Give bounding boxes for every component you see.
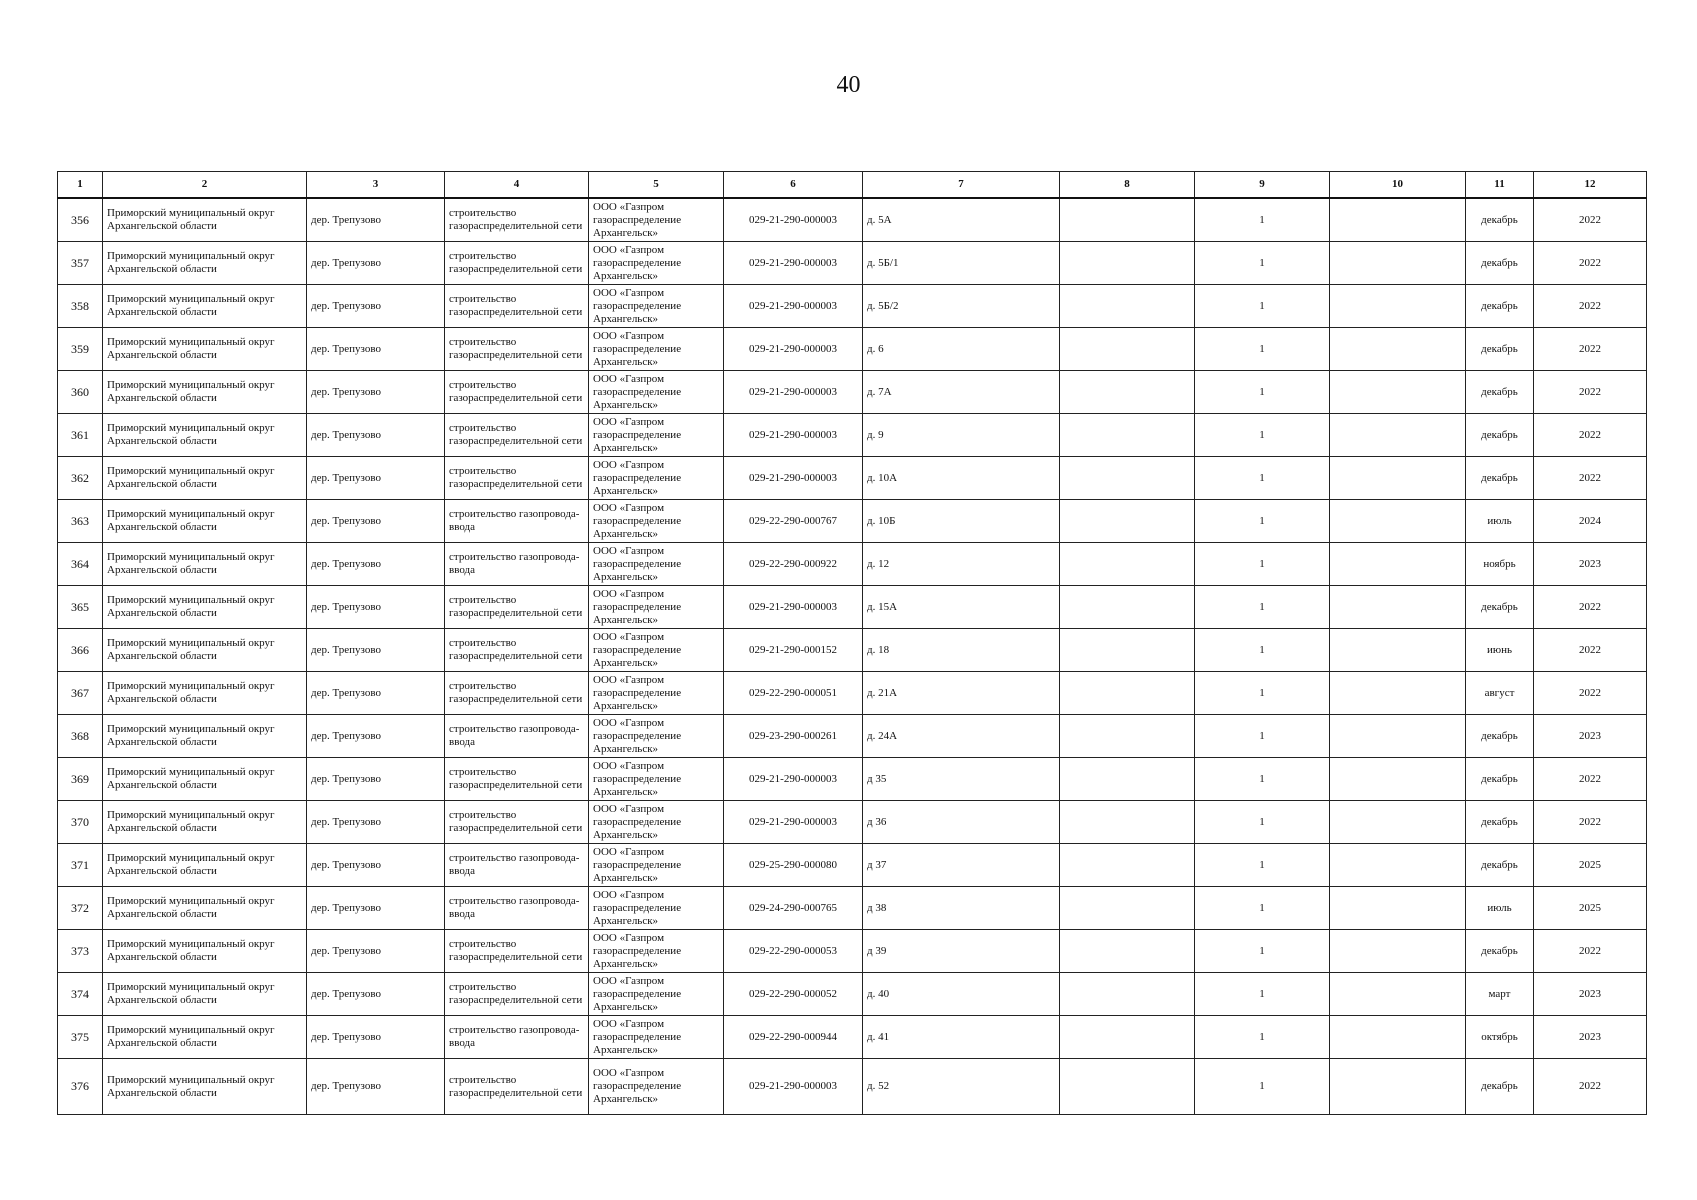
table-body (58, 198, 1647, 1115)
column-8-cell (1060, 973, 1195, 1016)
work-type-cell: строительство газораспределительной сети (445, 371, 589, 414)
organization-cell: ООО «Газпром газораспределение Архангельск» (589, 801, 724, 844)
district-cell: Приморский муниципальный округ Архангельской области (103, 543, 307, 586)
house-number-cell: д. 41 (863, 1016, 1060, 1059)
row-number-cell: 370 (58, 801, 103, 844)
row-number-cell: 363 (58, 500, 103, 543)
settlement-cell: дер. Трепузово (307, 1016, 445, 1059)
project-code-cell: 029-21-290-000003 (724, 586, 863, 629)
column-10-cell (1330, 500, 1466, 543)
project-code-cell: 029-21-290-000003 (724, 285, 863, 328)
district-cell: Приморский муниципальный округ Архангельской области (103, 500, 307, 543)
year-cell: 2023 (1534, 973, 1647, 1016)
column-10-cell (1330, 801, 1466, 844)
work-type-cell: строительство газораспределительной сети (445, 328, 589, 371)
district-cell: Приморский муниципальный округ Архангельской области (103, 457, 307, 500)
house-number-cell: д 38 (863, 887, 1060, 930)
row-number-cell: 375 (58, 1016, 103, 1059)
column-8-cell (1060, 629, 1195, 672)
page-number: 40 (836, 72, 861, 98)
district-cell: Приморский муниципальный округ Архангельской области (103, 973, 307, 1016)
organization-cell: ООО «Газпром газораспределение Архангельск» (589, 285, 724, 328)
house-number-cell: д. 5Б/2 (863, 285, 1060, 328)
project-code-cell: 029-22-290-000767 (724, 500, 863, 543)
table-row (58, 629, 1647, 672)
organization-cell: ООО «Газпром газораспределение Архангельск» (589, 543, 724, 586)
year-cell: 2023 (1534, 543, 1647, 586)
organization-cell: ООО «Газпром газораспределение Архангельск» (589, 414, 724, 457)
month-cell: декабрь (1466, 414, 1534, 457)
district-cell: Приморский муниципальный округ Архангельской области (103, 844, 307, 887)
quantity-cell: 1 (1195, 285, 1330, 328)
settlement-cell: дер. Трепузово (307, 930, 445, 973)
district-cell: Приморский муниципальный округ Архангельской области (103, 629, 307, 672)
work-type-cell: строительство газораспределительной сети (445, 973, 589, 1016)
column-8-cell (1060, 371, 1195, 414)
month-cell: декабрь (1466, 715, 1534, 758)
year-cell: 2022 (1534, 672, 1647, 715)
row-number-cell: 372 (58, 887, 103, 930)
house-number-cell: д. 10А (863, 457, 1060, 500)
project-code-cell: 029-23-290-000261 (724, 715, 863, 758)
year-cell: 2022 (1534, 328, 1647, 371)
organization-cell: ООО «Газпром газораспределение Архангельск» (589, 973, 724, 1016)
table-row (58, 457, 1647, 500)
table-row (58, 672, 1647, 715)
gasification-register-table (57, 171, 1647, 1115)
quantity-cell: 1 (1195, 414, 1330, 457)
year-cell: 2022 (1534, 457, 1647, 500)
organization-cell: ООО «Газпром газораспределение Архангельск» (589, 887, 724, 930)
project-code-cell: 029-21-290-000003 (724, 758, 863, 801)
house-number-cell: д. 9 (863, 414, 1060, 457)
settlement-cell: дер. Трепузово (307, 629, 445, 672)
column-8-cell (1060, 844, 1195, 887)
row-number-cell: 369 (58, 758, 103, 801)
column-8-cell (1060, 586, 1195, 629)
column-10-cell (1330, 1059, 1466, 1115)
project-code-cell: 029-21-290-000003 (724, 198, 863, 242)
column-10-cell (1330, 457, 1466, 500)
district-cell: Приморский муниципальный округ Архангельской области (103, 715, 307, 758)
column-header: 8 (1060, 172, 1195, 199)
column-8-cell (1060, 887, 1195, 930)
quantity-cell: 1 (1195, 1059, 1330, 1115)
table-row (58, 844, 1647, 887)
row-number-cell: 365 (58, 586, 103, 629)
house-number-cell: д. 6 (863, 328, 1060, 371)
settlement-cell: дер. Трепузово (307, 371, 445, 414)
district-cell: Приморский муниципальный округ Архангельской области (103, 887, 307, 930)
month-cell: декабрь (1466, 328, 1534, 371)
column-10-cell (1330, 543, 1466, 586)
table-row (58, 242, 1647, 285)
house-number-cell: д 37 (863, 844, 1060, 887)
month-cell: декабрь (1466, 758, 1534, 801)
year-cell: 2022 (1534, 285, 1647, 328)
table-row (58, 371, 1647, 414)
project-code-cell: 029-22-290-000052 (724, 973, 863, 1016)
month-cell: декабрь (1466, 586, 1534, 629)
organization-cell: ООО «Газпром газораспределение Архангельск» (589, 242, 724, 285)
project-code-cell: 029-21-290-000003 (724, 457, 863, 500)
settlement-cell: дер. Трепузово (307, 285, 445, 328)
column-8-cell (1060, 500, 1195, 543)
table-row (58, 887, 1647, 930)
column-10-cell (1330, 973, 1466, 1016)
quantity-cell: 1 (1195, 629, 1330, 672)
month-cell: июль (1466, 887, 1534, 930)
work-type-cell: строительство газораспределительной сети (445, 198, 589, 242)
project-code-cell: 029-21-290-000003 (724, 242, 863, 285)
row-number-cell: 371 (58, 844, 103, 887)
column-8-cell (1060, 1059, 1195, 1115)
settlement-cell: дер. Трепузово (307, 672, 445, 715)
house-number-cell: д. 12 (863, 543, 1060, 586)
month-cell: июнь (1466, 629, 1534, 672)
house-number-cell: д. 52 (863, 1059, 1060, 1115)
row-number-cell: 358 (58, 285, 103, 328)
year-cell: 2025 (1534, 887, 1647, 930)
month-cell: март (1466, 973, 1534, 1016)
project-code-cell: 029-21-290-000003 (724, 801, 863, 844)
year-cell: 2022 (1534, 586, 1647, 629)
column-header: 6 (724, 172, 863, 199)
district-cell: Приморский муниципальный округ Архангельской области (103, 198, 307, 242)
project-code-cell: 029-24-290-000765 (724, 887, 863, 930)
district-cell: Приморский муниципальный округ Архангельской области (103, 242, 307, 285)
column-10-cell (1330, 328, 1466, 371)
house-number-cell: д. 10Б (863, 500, 1060, 543)
month-cell: декабрь (1466, 371, 1534, 414)
column-8-cell (1060, 758, 1195, 801)
project-code-cell: 029-21-290-000152 (724, 629, 863, 672)
month-cell: ноябрь (1466, 543, 1534, 586)
settlement-cell: дер. Трепузово (307, 198, 445, 242)
column-10-cell (1330, 887, 1466, 930)
month-cell: декабрь (1466, 801, 1534, 844)
settlement-cell: дер. Трепузово (307, 758, 445, 801)
month-cell: декабрь (1466, 1059, 1534, 1115)
table-row (58, 586, 1647, 629)
organization-cell: ООО «Газпром газораспределение Архангельск» (589, 198, 724, 242)
column-8-cell (1060, 672, 1195, 715)
column-10-cell (1330, 930, 1466, 973)
column-header: 3 (307, 172, 445, 199)
work-type-cell: строительство газораспределительной сети (445, 1059, 589, 1115)
table-row (58, 285, 1647, 328)
district-cell: Приморский муниципальный округ Архангельской области (103, 1059, 307, 1115)
column-10-cell (1330, 629, 1466, 672)
work-type-cell: строительство газопровода-ввода (445, 715, 589, 758)
table-row (58, 1016, 1647, 1059)
table-row (58, 758, 1647, 801)
month-cell: октябрь (1466, 1016, 1534, 1059)
settlement-cell: дер. Трепузово (307, 500, 445, 543)
month-cell: декабрь (1466, 242, 1534, 285)
quantity-cell: 1 (1195, 328, 1330, 371)
settlement-cell: дер. Трепузово (307, 242, 445, 285)
district-cell: Приморский муниципальный округ Архангельской области (103, 328, 307, 371)
month-cell: декабрь (1466, 285, 1534, 328)
settlement-cell: дер. Трепузово (307, 1059, 445, 1115)
organization-cell: ООО «Газпром газораспределение Архангельск» (589, 1016, 724, 1059)
work-type-cell: строительство газораспределительной сети (445, 586, 589, 629)
house-number-cell: д. 40 (863, 973, 1060, 1016)
column-8-cell (1060, 801, 1195, 844)
column-8-cell (1060, 543, 1195, 586)
column-8-cell (1060, 198, 1195, 242)
quantity-cell: 1 (1195, 844, 1330, 887)
table-row (58, 1059, 1647, 1115)
column-8-cell (1060, 457, 1195, 500)
year-cell: 2022 (1534, 242, 1647, 285)
table-row (58, 328, 1647, 371)
month-cell: декабрь (1466, 198, 1534, 242)
row-number-cell: 357 (58, 242, 103, 285)
quantity-cell: 1 (1195, 930, 1330, 973)
district-cell: Приморский муниципальный округ Архангельской области (103, 586, 307, 629)
column-header: 2 (103, 172, 307, 199)
row-number-cell: 373 (58, 930, 103, 973)
row-number-cell: 376 (58, 1059, 103, 1115)
work-type-cell: строительство газопровода-ввода (445, 844, 589, 887)
column-header: 11 (1466, 172, 1534, 199)
year-cell: 2025 (1534, 844, 1647, 887)
month-cell: июль (1466, 500, 1534, 543)
month-cell: август (1466, 672, 1534, 715)
quantity-cell: 1 (1195, 543, 1330, 586)
work-type-cell: строительство газораспределительной сети (445, 801, 589, 844)
column-10-cell (1330, 672, 1466, 715)
column-header: 12 (1534, 172, 1647, 199)
organization-cell: ООО «Газпром газораспределение Архангельск» (589, 758, 724, 801)
settlement-cell: дер. Трепузово (307, 328, 445, 371)
house-number-cell: д. 24А (863, 715, 1060, 758)
table-row (58, 973, 1647, 1016)
row-number-cell: 367 (58, 672, 103, 715)
year-cell: 2022 (1534, 1059, 1647, 1115)
project-code-cell: 029-22-290-000922 (724, 543, 863, 586)
work-type-cell: строительство газораспределительной сети (445, 758, 589, 801)
column-header: 7 (863, 172, 1060, 199)
column-10-cell (1330, 1016, 1466, 1059)
quantity-cell: 1 (1195, 371, 1330, 414)
year-cell: 2022 (1534, 930, 1647, 973)
settlement-cell: дер. Трепузово (307, 457, 445, 500)
settlement-cell: дер. Трепузово (307, 586, 445, 629)
month-cell: декабрь (1466, 844, 1534, 887)
column-10-cell (1330, 242, 1466, 285)
row-number-cell: 360 (58, 371, 103, 414)
month-cell: декабрь (1466, 457, 1534, 500)
column-header: 5 (589, 172, 724, 199)
settlement-cell: дер. Трепузово (307, 887, 445, 930)
work-type-cell: строительство газопровода-ввода (445, 1016, 589, 1059)
work-type-cell: строительство газораспределительной сети (445, 930, 589, 973)
quantity-cell: 1 (1195, 500, 1330, 543)
work-type-cell: строительство газопровода-ввода (445, 887, 589, 930)
settlement-cell: дер. Трепузово (307, 973, 445, 1016)
column-header: 9 (1195, 172, 1330, 199)
year-cell: 2022 (1534, 801, 1647, 844)
organization-cell: ООО «Газпром газораспределение Архангельск» (589, 328, 724, 371)
column-10-cell (1330, 844, 1466, 887)
house-number-cell: д 35 (863, 758, 1060, 801)
house-number-cell: д 36 (863, 801, 1060, 844)
row-number-cell: 366 (58, 629, 103, 672)
column-10-cell (1330, 715, 1466, 758)
organization-cell: ООО «Газпром газораспределение Архангельск» (589, 629, 724, 672)
quantity-cell: 1 (1195, 715, 1330, 758)
project-code-cell: 029-21-290-000003 (724, 414, 863, 457)
column-8-cell (1060, 285, 1195, 328)
table-row (58, 930, 1647, 973)
quantity-cell: 1 (1195, 801, 1330, 844)
column-10-cell (1330, 371, 1466, 414)
organization-cell: ООО «Газпром газораспределение Архангельск» (589, 500, 724, 543)
district-cell: Приморский муниципальный округ Архангельской области (103, 371, 307, 414)
district-cell: Приморский муниципальный округ Архангельской области (103, 801, 307, 844)
work-type-cell: строительство газопровода-ввода (445, 500, 589, 543)
district-cell: Приморский муниципальный округ Архангельской области (103, 758, 307, 801)
work-type-cell: строительство газораспределительной сети (445, 242, 589, 285)
year-cell: 2022 (1534, 371, 1647, 414)
column-10-cell (1330, 285, 1466, 328)
year-cell: 2022 (1534, 414, 1647, 457)
work-type-cell: строительство газораспределительной сети (445, 457, 589, 500)
district-cell: Приморский муниципальный округ Архангельской области (103, 414, 307, 457)
house-number-cell: д. 7А (863, 371, 1060, 414)
column-8-cell (1060, 414, 1195, 457)
project-code-cell: 029-21-290-000003 (724, 328, 863, 371)
month-cell: декабрь (1466, 930, 1534, 973)
district-cell: Приморский муниципальный округ Архангельской области (103, 672, 307, 715)
quantity-cell: 1 (1195, 887, 1330, 930)
column-8-cell (1060, 328, 1195, 371)
year-cell: 2022 (1534, 758, 1647, 801)
table-row (58, 414, 1647, 457)
column-10-cell (1330, 586, 1466, 629)
project-code-cell: 029-22-290-000051 (724, 672, 863, 715)
quantity-cell: 1 (1195, 586, 1330, 629)
row-number-cell: 359 (58, 328, 103, 371)
row-number-cell: 374 (58, 973, 103, 1016)
house-number-cell: д. 15А (863, 586, 1060, 629)
settlement-cell: дер. Трепузово (307, 414, 445, 457)
column-8-cell (1060, 242, 1195, 285)
district-cell: Приморский муниципальный округ Архангельской области (103, 1016, 307, 1059)
organization-cell: ООО «Газпром газораспределение Архангельск» (589, 371, 724, 414)
column-number-header-row (58, 172, 1647, 199)
work-type-cell: строительство газораспределительной сети (445, 629, 589, 672)
house-number-cell: д. 21А (863, 672, 1060, 715)
row-number-cell: 368 (58, 715, 103, 758)
row-number-cell: 362 (58, 457, 103, 500)
table-row (58, 198, 1647, 242)
quantity-cell: 1 (1195, 1016, 1330, 1059)
quantity-cell: 1 (1195, 457, 1330, 500)
organization-cell: ООО «Газпром газораспределение Архангельск» (589, 930, 724, 973)
quantity-cell: 1 (1195, 973, 1330, 1016)
column-8-cell (1060, 715, 1195, 758)
quantity-cell: 1 (1195, 758, 1330, 801)
quantity-cell: 1 (1195, 198, 1330, 242)
organization-cell: ООО «Газпром газораспределение Архангельск» (589, 844, 724, 887)
table-row (58, 715, 1647, 758)
work-type-cell: строительство газораспределительной сети (445, 414, 589, 457)
house-number-cell: д 39 (863, 930, 1060, 973)
house-number-cell: д. 5А (863, 198, 1060, 242)
project-code-cell: 029-25-290-000080 (724, 844, 863, 887)
settlement-cell: дер. Трепузово (307, 543, 445, 586)
quantity-cell: 1 (1195, 672, 1330, 715)
column-header: 10 (1330, 172, 1466, 199)
row-number-cell: 364 (58, 543, 103, 586)
year-cell: 2022 (1534, 198, 1647, 242)
year-cell: 2023 (1534, 1016, 1647, 1059)
district-cell: Приморский муниципальный округ Архангельской области (103, 285, 307, 328)
column-10-cell (1330, 758, 1466, 801)
table-row (58, 500, 1647, 543)
work-type-cell: строительство газопровода-ввода (445, 543, 589, 586)
project-code-cell: 029-22-290-000053 (724, 930, 863, 973)
row-number-cell: 356 (58, 198, 103, 242)
table-row (58, 543, 1647, 586)
column-header: 4 (445, 172, 589, 199)
house-number-cell: д. 18 (863, 629, 1060, 672)
column-8-cell (1060, 1016, 1195, 1059)
organization-cell: ООО «Газпром газораспределение Архангельск» (589, 1059, 724, 1115)
column-10-cell (1330, 198, 1466, 242)
row-number-cell: 361 (58, 414, 103, 457)
project-code-cell: 029-21-290-000003 (724, 371, 863, 414)
year-cell: 2024 (1534, 500, 1647, 543)
organization-cell: ООО «Газпром газораспределение Архангельск» (589, 672, 724, 715)
organization-cell: ООО «Газпром газораспределение Архангельск» (589, 715, 724, 758)
organization-cell: ООО «Газпром газораспределение Архангельск» (589, 457, 724, 500)
table-row (58, 801, 1647, 844)
year-cell: 2022 (1534, 629, 1647, 672)
column-10-cell (1330, 414, 1466, 457)
settlement-cell: дер. Трепузово (307, 801, 445, 844)
quantity-cell: 1 (1195, 242, 1330, 285)
organization-cell: ООО «Газпром газораспределение Архангельск» (589, 586, 724, 629)
settlement-cell: дер. Трепузово (307, 715, 445, 758)
settlement-cell: дер. Трепузово (307, 844, 445, 887)
column-8-cell (1060, 930, 1195, 973)
work-type-cell: строительство газораспределительной сети (445, 285, 589, 328)
project-code-cell: 029-22-290-000944 (724, 1016, 863, 1059)
year-cell: 2023 (1534, 715, 1647, 758)
column-header: 1 (58, 172, 103, 199)
district-cell: Приморский муниципальный округ Архангельской области (103, 930, 307, 973)
work-type-cell: строительство газораспределительной сети (445, 672, 589, 715)
house-number-cell: д. 5Б/1 (863, 242, 1060, 285)
project-code-cell: 029-21-290-000003 (724, 1059, 863, 1115)
